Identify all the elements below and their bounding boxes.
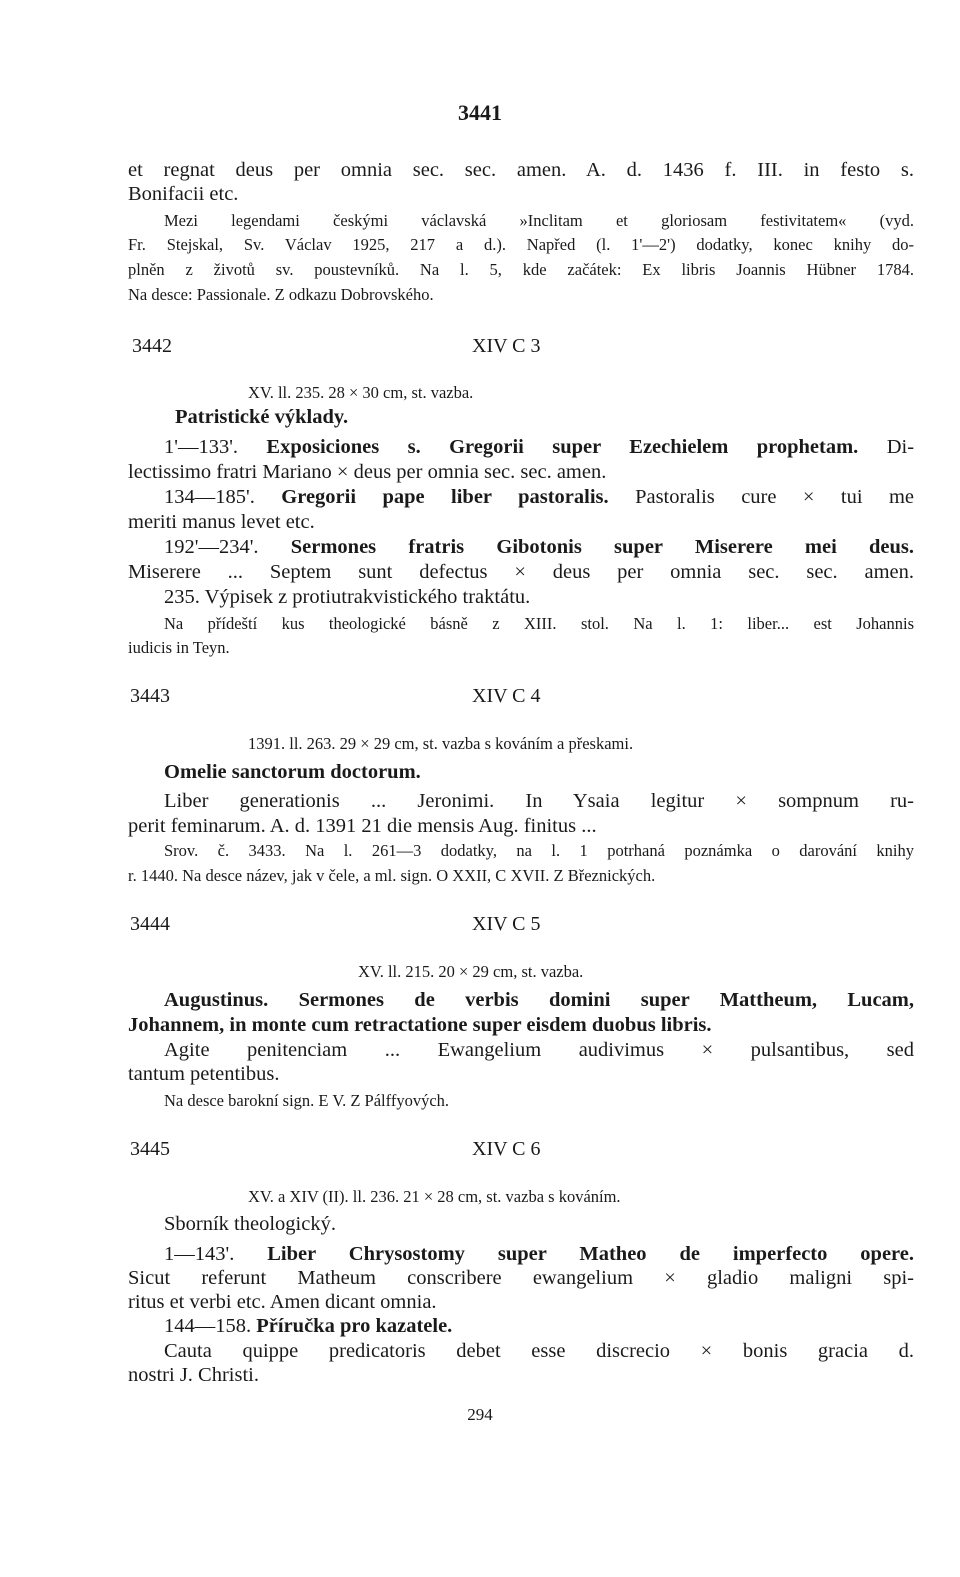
folio-range: 192'—234'. bbox=[164, 536, 259, 558]
note-line: iudicis in Teyn. bbox=[128, 638, 230, 657]
note-line: Na desce barokní sign. E V. Z Pálffyových. bbox=[164, 1091, 450, 1110]
entry-number: 3444 bbox=[130, 913, 170, 935]
text-line: tantum petentibus. bbox=[128, 1063, 280, 1085]
text-line: nostri J. Christi. bbox=[128, 1364, 259, 1386]
entry-meta: XV. a XIV (II). ll. 236. 21 × 28 cm, st. vazba s kováním. bbox=[248, 1187, 621, 1206]
work-title: Příručka pro kazatele. bbox=[256, 1315, 453, 1337]
entry-number: 3445 bbox=[130, 1138, 170, 1160]
text-line bbox=[164, 1314, 914, 1338]
entry-title: Patristické výklady. bbox=[175, 406, 349, 428]
work-title: Sermones fratris Gibotonis super Miserere mei deus. bbox=[290, 536, 914, 558]
text-line: 235. Výpisek z protiutrakvistického traktátu. bbox=[164, 586, 531, 608]
text-line: ritus et verbi etc. Amen dicant omnia. bbox=[128, 1291, 437, 1313]
folio-range: 134—185'. bbox=[164, 486, 255, 508]
text-line: meriti manus levet etc. bbox=[128, 511, 315, 533]
text-line: Agite penitenciam ... Ewangelium audivimus × pulsantibus, sed bbox=[164, 1039, 914, 1061]
work-title: Liber Chrysostomy super Matheo de imperfecto opere. bbox=[267, 1243, 914, 1265]
text-line bbox=[164, 485, 914, 509]
text-line: et regnat deus per omnia sec. sec. amen. A. d. 1436 f. III. in festo s. bbox=[128, 159, 914, 181]
page-number: 3441 bbox=[458, 100, 502, 125]
note-line: plněn z životů sv. poustevníků. Na l. 5, kde začátek: Ex libris Joannis Hübner 1784. bbox=[128, 260, 914, 279]
text-line: Bonifacii etc. bbox=[128, 183, 239, 205]
shelf-signature: XIV C 4 bbox=[472, 685, 541, 707]
entry-meta: 1391. ll. 263. 29 × 29 cm, st. vazba s kováním a přeskami. bbox=[248, 734, 634, 753]
entry-meta: XV. ll. 215. 20 × 29 cm, st. vazba. bbox=[358, 962, 584, 981]
folio-range: 1'—133'. bbox=[164, 436, 239, 458]
text-fragment: Di- bbox=[886, 436, 915, 458]
note-line: Fr. Stejskal, Sv. Václav 1925, 217 a d.). Napřed (l. 1'—2') dodatky, konec knihy do- bbox=[128, 235, 914, 254]
note-line: Na desce: Passionale. Z odkazu Dobrovského. bbox=[128, 285, 434, 304]
text-line: Liber generationis ... Jeronimi. In Ysaia legitur × sompnum ru- bbox=[164, 790, 914, 812]
text-line bbox=[164, 1242, 914, 1266]
text-line bbox=[164, 435, 914, 459]
note-line: Na přídeští kus theologické básně z XIII. stol. Na l. 1: liber... est Johannis bbox=[164, 614, 914, 633]
note-line: Mezi legendami českými václavská »Inclitam et gloriosam festivitatem« (vyd. bbox=[164, 211, 914, 230]
entry-number: 3442 bbox=[132, 335, 172, 357]
entry-number: 3443 bbox=[130, 685, 170, 707]
text-fragment: Pastoralis cure × tui me bbox=[635, 486, 915, 508]
shelf-signature: XIV C 3 bbox=[472, 335, 541, 357]
shelf-signature: XIV C 5 bbox=[472, 913, 541, 935]
note-line: r. 1440. Na desce název, jak v čele, a ml. sign. O XXII, C XVII. Z Březnických. bbox=[128, 866, 656, 885]
note-line: Srov. č. 3433. Na l. 261—3 dodatky, na l. 1 potrhaná poznámka o darování knihy bbox=[164, 841, 914, 860]
entry-title: Omelie sanctorum doctorum. bbox=[164, 761, 421, 783]
shelf-signature: XIV C 6 bbox=[472, 1138, 541, 1160]
footer-page-number: 294 bbox=[467, 1405, 493, 1424]
folio-range: 144—158. bbox=[164, 1315, 252, 1337]
text-line: perit feminarum. A. d. 1391 21 die mensis Aug. finitus ... bbox=[128, 815, 597, 837]
entry-title: Johannem, in monte cum retractatione super eisdem duobus libris. bbox=[128, 1014, 712, 1036]
text-line bbox=[164, 535, 914, 559]
text-line: Sicut referunt Matheum conscribere ewangelium × gladio maligni spi- bbox=[128, 1267, 914, 1289]
folio-range: 1—143'. bbox=[164, 1243, 235, 1265]
text-line: lectissimo fratri Mariano × deus per omnia sec. sec. amen. bbox=[128, 461, 607, 483]
entry-title: Augustinus. Sermones de verbis domini super Mattheum, Lucam, bbox=[164, 989, 914, 1011]
work-title: Exposiciones s. Gregorii super Ezechielem prophetam. bbox=[266, 436, 859, 458]
text-line: Miserere ... Septem sunt defectus × deus per omnia sec. sec. amen. bbox=[128, 561, 914, 583]
work-title: Gregorii pape liber pastoralis. bbox=[281, 486, 609, 508]
text-line: Cauta quippe predicatoris debet esse discrecio × bonis gracia d. bbox=[164, 1340, 914, 1362]
entry-meta: XV. ll. 235. 28 × 30 cm, st. vazba. bbox=[248, 383, 474, 402]
entry-title: Sborník theologický. bbox=[164, 1213, 336, 1235]
